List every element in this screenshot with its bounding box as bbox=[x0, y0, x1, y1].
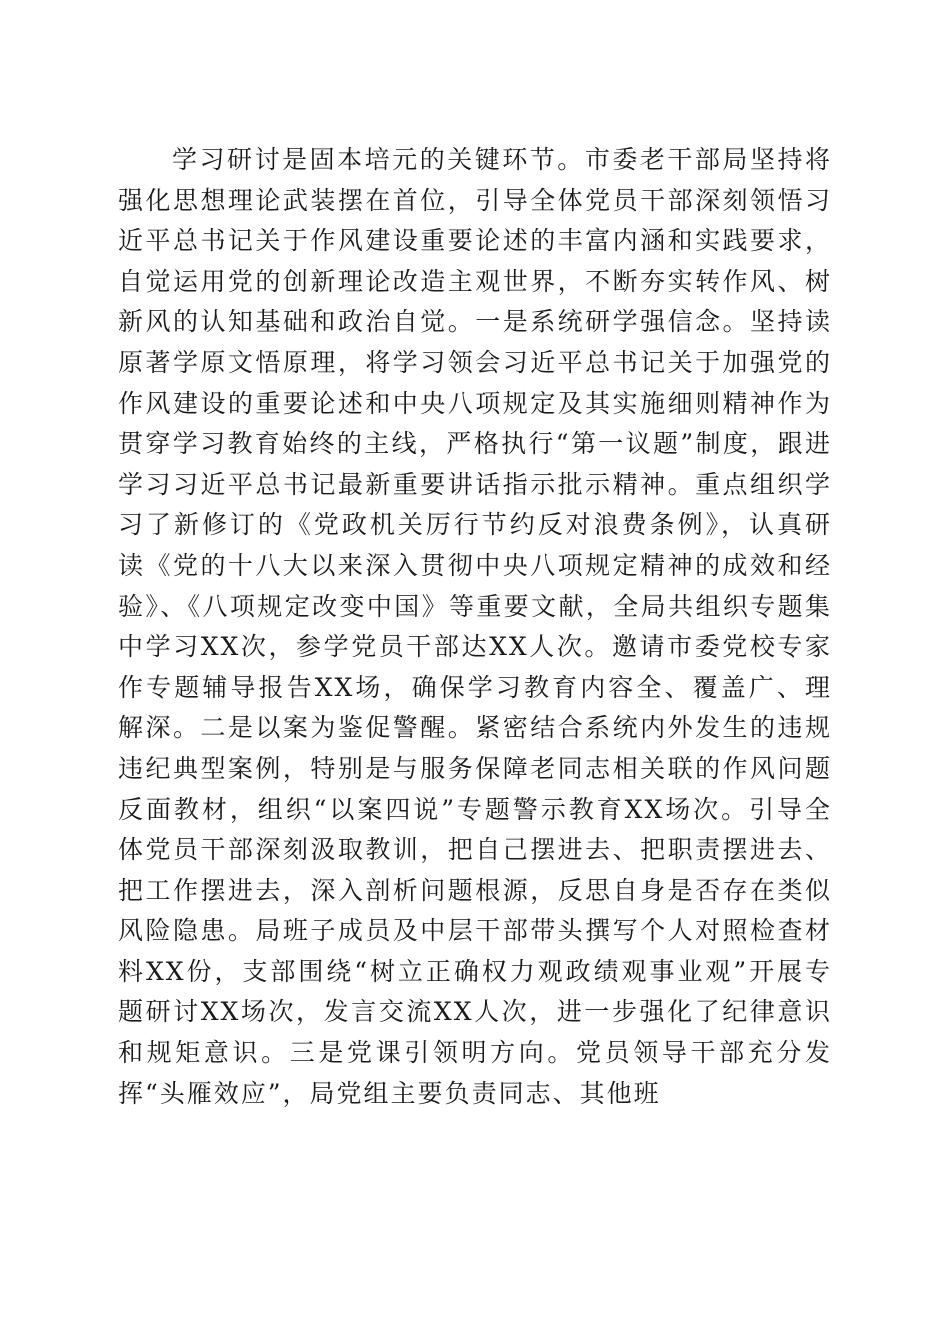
body-paragraph: 学习研讨是固本培元的关键环节。市委老干部局坚持将强化思想理论武装摆在首位，引导全体党员干部深刻领悟习近平总书记关于作风建设重要论述的丰富内涵和实践要求，自觉运用党的创新理论改造主观世界，不断夯实转作风、树新风的认知基础和政治自觉。一是系统研学强信念。坚持读原著学原文悟原理，将学习领会习近平总书记关于加强党的作风建设的重要论述和中央八项规定及其实施细则精神作为贯穿学习教育始终的主线，严格执行“第一议题”制度，跟进学习习近平总书记最新重要讲话指示批示精神。重点组织学习了新修订的《党政机关厉行节约反对浪费条例》，认真研读《党的十八大以来深入贯彻中央八项规定精神的成效和经验》、《八项规定改变中国》等重要文献，全局共组织专题集中学习XX次，参学党员干部达XX人次。邀请市委党校专家作专题辅导报告XX场，确保学习教育内容全、覆盖广、理解深。二是以案为鉴促警醒。紧密结合系统内外发生的违规违纪典型案例，特别是与服务保障老同志相关联的作风问题反面教材，组织“以案四说”专题警示教育XX场次。引导全体党员干部深刻汲取教训，把自己摆进去、把职责摆进去、把工作摆进去，深入剖析问题根源，反思自身是否存在类似风险隐患。局班子成员及中层干部带头撰写个人对照检查材料XX份，支部围绕“树立正确权力观政绩观事业观”开展专题研讨XX场次，发言交流XX人次，进一步强化了纪律意识和规矩意识。三是党课引领明方向。党员领导干部充分发挥“头雁效应”，局党组主要负责同志、其他班 bbox=[118, 145, 832, 1108]
